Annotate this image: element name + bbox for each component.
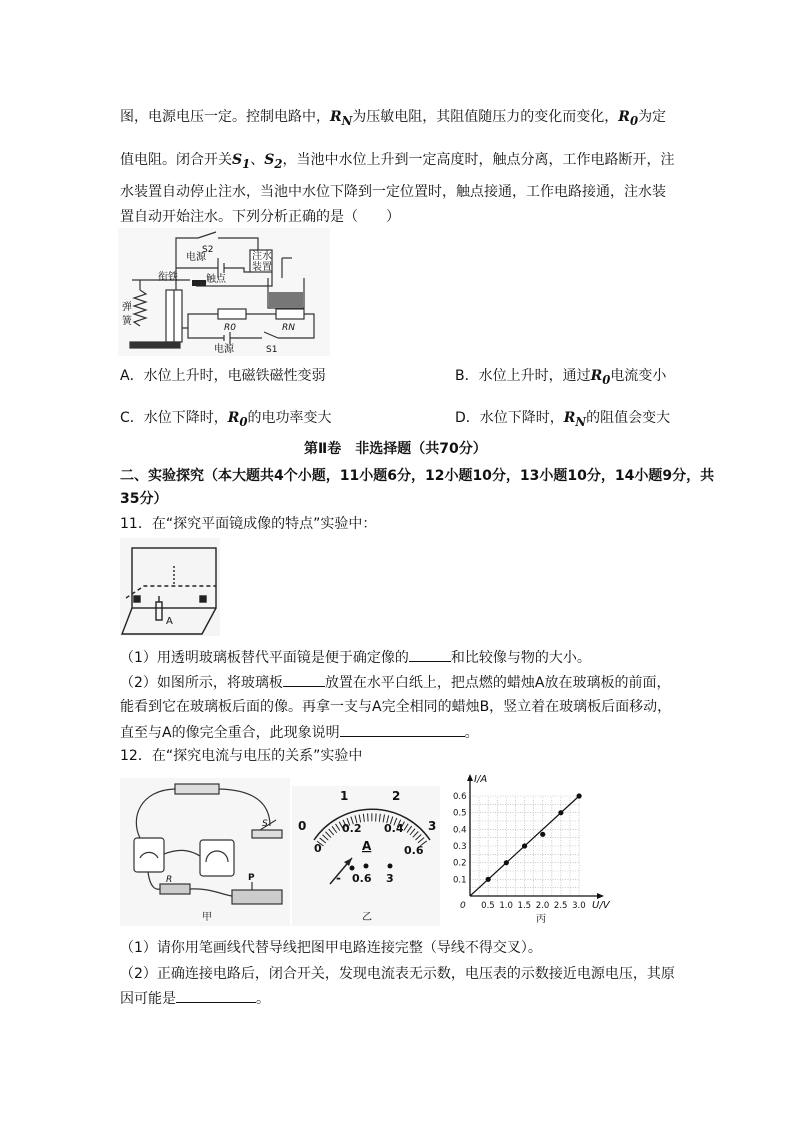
section-heading: 二、实验探究（本大题共4个小题，11小题6分，12小题10分，13小题10分，14小题9分，共 <box>120 468 715 484</box>
data-point <box>522 843 527 848</box>
y-axis-label: I/A <box>474 774 488 785</box>
y-tick-label: 0.6 <box>453 792 467 802</box>
fig-r0-label: R0 <box>224 323 236 333</box>
dial-unit: A <box>362 839 372 853</box>
circuit-figure-jia <box>120 778 290 926</box>
fig-s1-label: S1 <box>266 345 278 355</box>
data-point <box>486 877 491 882</box>
dial-top-1: 1 <box>340 789 349 803</box>
dial-bottom-2: 0.4 <box>384 822 404 835</box>
rn-symbol: $R_N$ <box>330 109 353 128</box>
switch-s-label: S <box>262 819 268 829</box>
fig-power-bottom-label: 电源 <box>214 344 234 355</box>
figure-jia-caption: 甲 <box>202 912 212 923</box>
q11-part-2-line-2: 能看到它在玻璃板后面的像。再拿一支与A完全相同的蜡烛B，竖立着在玻璃板后面移动， <box>120 699 672 715</box>
dial-bottom-0: 0 <box>314 842 322 855</box>
x-tick-label: 0.5 <box>481 901 495 911</box>
origin-label: 0 <box>460 901 466 911</box>
option-d: D．水位下降时，$R_N$的阻值会变大 <box>455 410 671 429</box>
q10-line-2: 值电阻。闭合开关$S_1$、$S_2$，当池中水位上升到一定高度时，触点分离，工作电路断开，注 <box>120 152 675 171</box>
data-point <box>540 832 545 837</box>
s2-symbol: $S_2$ <box>264 152 283 171</box>
candle-a-label: A <box>166 616 173 627</box>
s1-symbol: $S_1$ <box>232 152 251 171</box>
answer-blank-3[interactable] <box>340 722 465 737</box>
y-tick-label: 0.2 <box>453 858 467 869</box>
plane-mirror-figure <box>120 538 220 636</box>
option-b: B．水位上升时，通过$R_0$电流变小 <box>455 368 667 387</box>
y-tick-label: 0.3 <box>453 842 467 852</box>
terminal-negative: - <box>336 871 341 885</box>
q11-part-1: （1）用透明玻璃板替代平面镜是便于确定像的 和比较像与物的大小。 <box>120 647 591 668</box>
x-tick-label: 2.5 <box>553 901 568 911</box>
x-tick-label: 1.5 <box>517 901 532 911</box>
x-tick-label: 1.0 <box>499 901 513 911</box>
answer-blank-2[interactable] <box>283 672 325 687</box>
q10-line-1: 图，电源电压一定。控制电路中，$R_N$为压敏电阻，其阻值随压力的变化而变化，$R_0$为定 <box>120 109 667 128</box>
ammeter-dial-figure-yi <box>292 786 442 926</box>
dial-top-2: 2 <box>392 789 401 803</box>
fig-power-top-label: 电源 <box>186 252 206 263</box>
fig-device-label-2: 装置 <box>252 262 272 273</box>
y-tick-label: 0.4 <box>453 825 467 836</box>
q11-part-2: （2）如图所示，将玻璃板 放置在水平白纸上，把点燃的蜡烛A放在玻璃板的前面， <box>120 672 671 693</box>
water-level-circuit-figure <box>118 228 330 356</box>
fig-contact-label: 触点 <box>206 274 226 285</box>
current-voltage-graph <box>440 772 610 926</box>
x-axis-label: U/V <box>592 900 610 911</box>
q12-part-1: （1）请你用笔画线代替导线把图甲电路连接完整（导线不得交叉）。 <box>120 940 542 956</box>
data-point <box>576 793 581 798</box>
graph-title: 丙 <box>536 914 546 925</box>
y-tick-label: 0.5 <box>453 808 467 819</box>
fig-armature-label: 衔铁 <box>158 272 178 283</box>
q12-stem: 12．在“探究电流与电压的关系”实验中 <box>120 748 363 764</box>
resistor-r-label: R <box>166 875 173 885</box>
answer-blank-1[interactable] <box>409 647 451 662</box>
fig-device-label-1: 注水 <box>252 251 272 262</box>
q10-line-3: 水装置自动停止注水，当池中水位下降到一定位置时，触点接通，工作电路接通，注水装 <box>120 184 666 200</box>
data-point <box>558 810 563 815</box>
q12-part-2-line-2: 因可能是 。 <box>120 988 270 1009</box>
figure-yi-caption: 乙 <box>362 912 372 923</box>
terminal-0-6: 0.6 <box>352 872 372 885</box>
y-tick-label: 0.1 <box>453 875 467 886</box>
r0-symbol: $R_0$ <box>618 109 639 128</box>
slider-p-label: P <box>248 873 255 883</box>
q10-line-4: 置自动开始注水。下列分析正确的是（ ） <box>120 209 400 225</box>
terminal-3: 3 <box>386 872 394 885</box>
fig-spring-label-1: 弹 <box>122 302 132 313</box>
data-point <box>504 860 509 865</box>
option-a: A．水位上升时，电磁铁磁性变弱 <box>120 368 326 384</box>
fig-spring-label-2: 簧 <box>122 316 132 327</box>
dial-bottom-3: 0.6 <box>404 844 424 857</box>
option-c: C．水位下降时，$R_0$的电功率变大 <box>120 410 332 429</box>
x-tick-label: 2.0 <box>535 901 550 911</box>
part-title: 第Ⅱ卷 非选择题（共70分） <box>304 441 487 457</box>
section-heading-cont: 35分） <box>120 491 168 507</box>
q11-stem: 11．在“探究平面镜成像的特点”实验中： <box>120 516 377 532</box>
q12-part-2: （2）正确连接电路后，闭合开关，发现电流表无示数，电压表的示数接近电源电压，其原 <box>120 966 675 982</box>
dial-bottom-1: 0.2 <box>342 822 362 835</box>
dial-top-3: 3 <box>428 819 437 833</box>
x-tick-label: 3.0 <box>572 901 586 911</box>
fig-rn-label: RN <box>282 323 295 333</box>
dial-top-0: 0 <box>298 819 307 833</box>
fig-s2-label: S2 <box>202 245 214 255</box>
answer-blank-4[interactable] <box>176 988 256 1003</box>
q11-part-2-line-3: 直至与A的像完全重合，此现象说明 。 <box>120 722 479 743</box>
